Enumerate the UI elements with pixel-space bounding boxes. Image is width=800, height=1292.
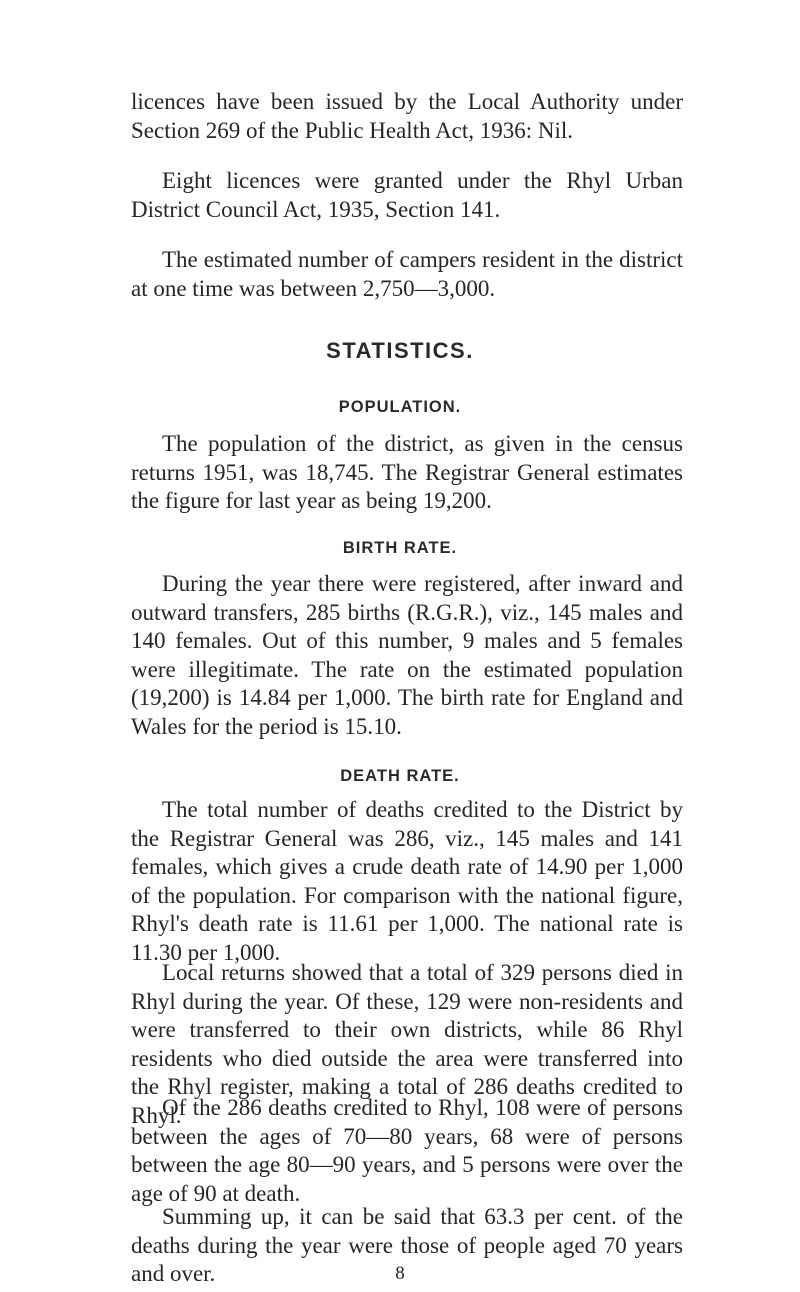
paragraph-local-returns: Local returns showed that a total of 329 persons died in Rhyl during the year. Of these, 129 were non-residents and were transferred to their own districts, while 86 Rhyl residents who died outside the area were transferred into the Rhyl register, making a total of 286 deaths credited to Rhyl. (131, 960, 683, 1128)
heading-population: POPULATION. (338, 398, 462, 416)
paragraph-birth-rate: During the year there were registered, after inward and outward transfers, 285 births (R.G.R.), viz., 145 males and 140 females. Out of this number, 9 males and 5 females were illegitimate. The rate on the estimated population (19,200) is 14.84 per 1,000. The birth rate for England and Wales for the period is 15.10. (131, 571, 683, 739)
paragraph-summing-up: Summing up, it can be said that 63.3 per cent. of the deaths during the year were those of people aged 70 years and over. (131, 1204, 683, 1286)
heading-statistics: STATISTICS. (326, 338, 474, 363)
paragraph-age-breakdown: Of the 286 deaths credited to Rhyl, 108 were of persons between the ages of 70—80 years, 68 were of persons between the age 80—90 years, and 5 persons were over the age of 90 at death. (131, 1095, 683, 1206)
paragraph-licences-section-269: licences have been issued by the Local Authority under Section 269 of the Public Health Act, 1936: Nil. (131, 89, 683, 143)
page-number: 8 (395, 1263, 405, 1284)
paragraph-population: The population of the district, as given in the census returns 1951, was 18,745. The Registrar General estimates the figure for last year as being 19,200. (131, 431, 683, 513)
paragraph-campers-estimate: The estimated number of campers resident in the district at one time was between 2,750—3,000. (131, 247, 683, 301)
heading-death-rate: DEATH RATE. (340, 767, 460, 785)
paragraph-death-rate-total: The total number of deaths credited to the District by the Registrar General was 286, viz., 145 males and 141 females, which gives a crude death rate of 14.90 per 1,000 of the population. For comparison with the national figure, Rhyl's death rate is 11.61 per 1,000. The national rate is 11.30 per 1,000. (131, 797, 683, 965)
heading-birth-rate: BIRTH RATE. (342, 539, 458, 557)
paragraph-eight-licences: Eight licences were granted under the Rhyl Urban District Council Act, 1935, Section 141. (131, 168, 683, 222)
